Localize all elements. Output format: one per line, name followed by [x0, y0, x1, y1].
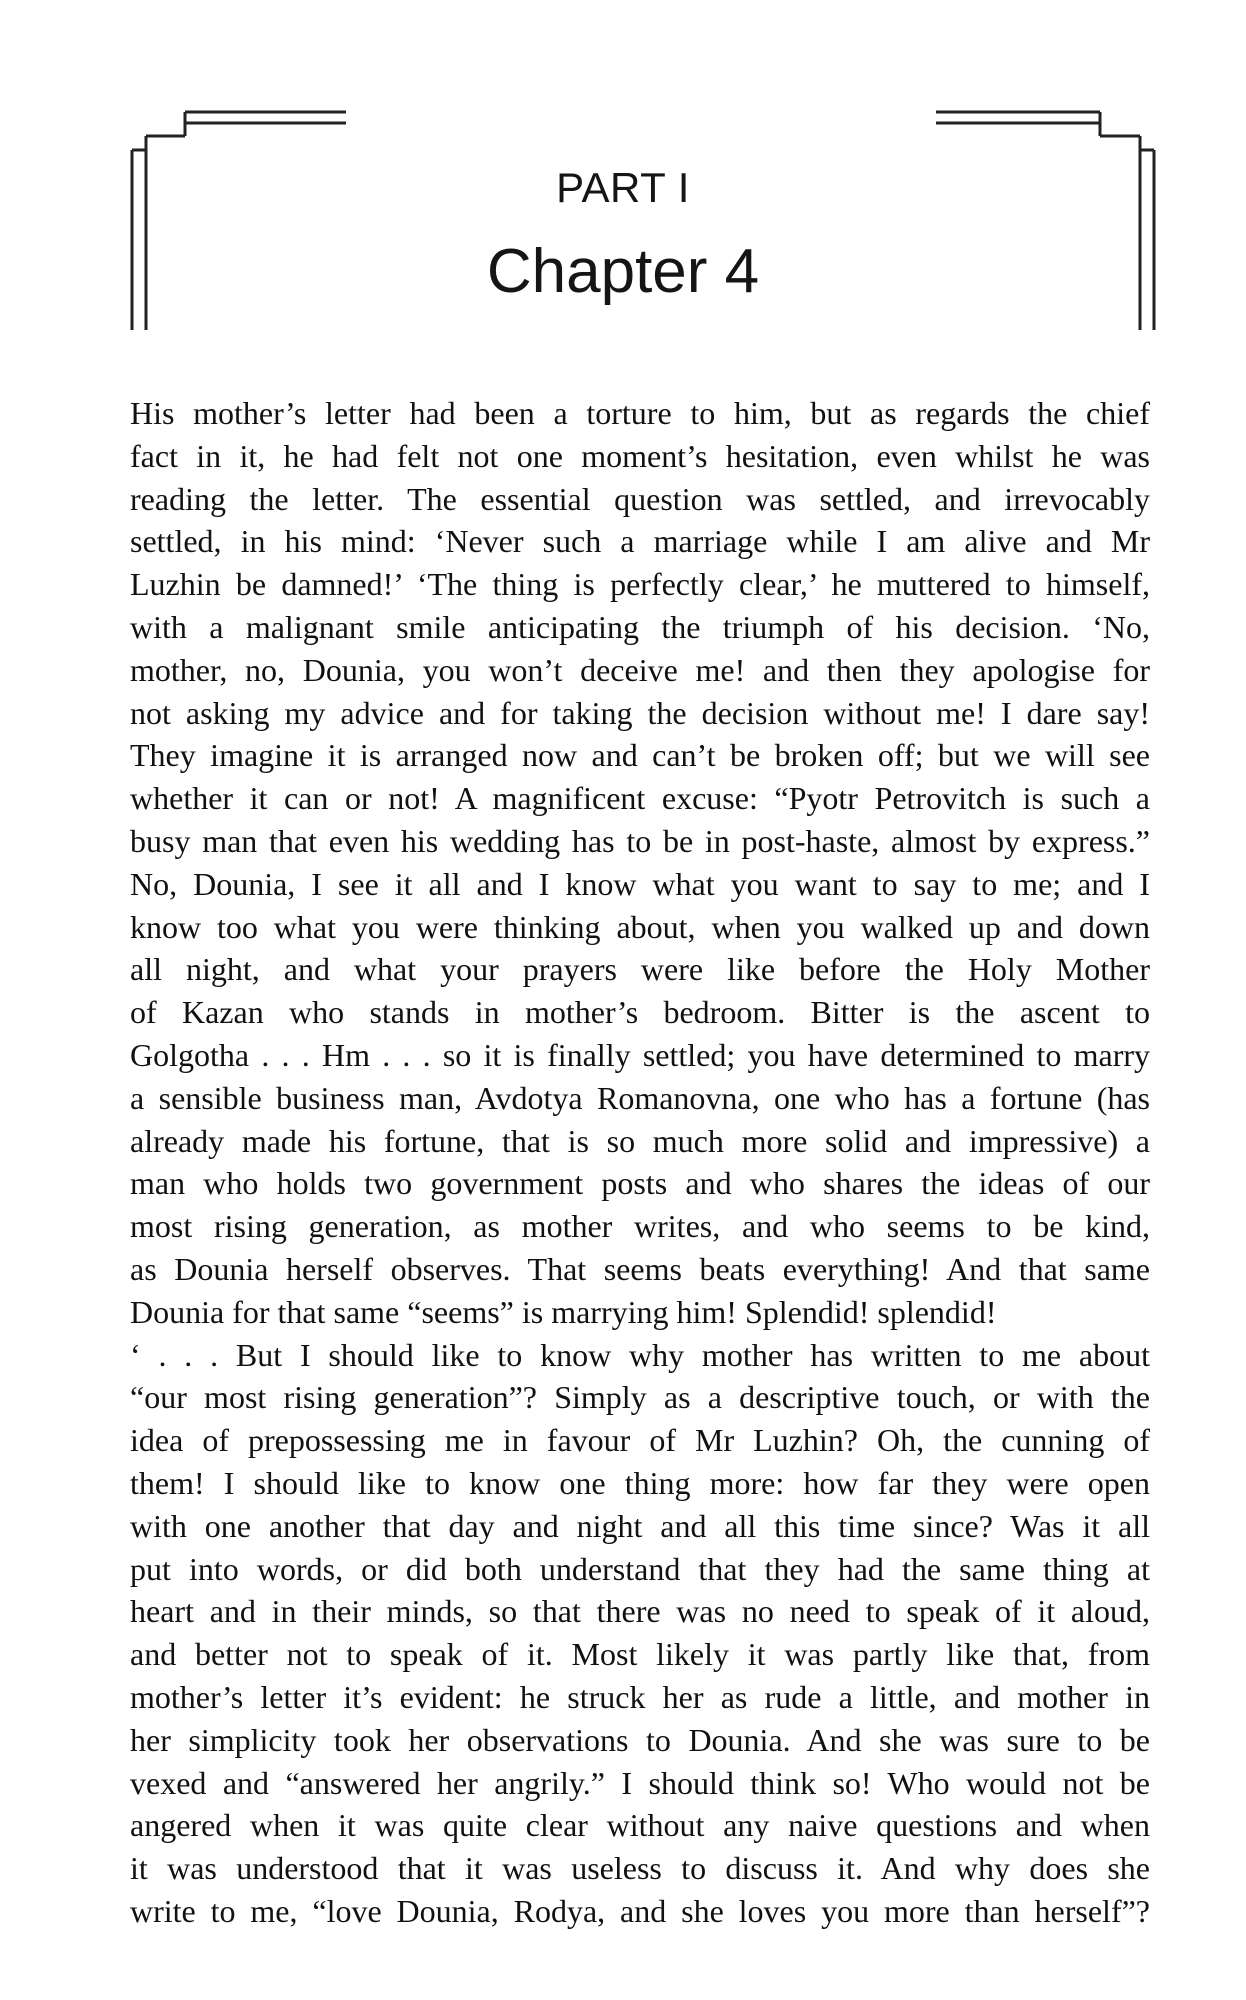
text-line: a sensible business man, Avdotya Romanovna, one who has a fortune (has — [130, 1079, 1150, 1116]
text-line: not asking my advice and for taking the decision without me! I dare say! — [130, 694, 1150, 731]
text-line: put into words, or did both understand that they had the same thing at — [130, 1550, 1150, 1587]
text-line: already made his fortune, that is so much more solid and impressive) a — [130, 1122, 1150, 1159]
part-label: PART I — [556, 164, 690, 211]
text-line: as Dounia herself observes. That seems beats everything! And that same — [130, 1250, 1150, 1287]
text-line: They imagine it is arranged now and can’t be broken off; but we will see — [130, 737, 1150, 774]
text-line: all night, and what your prayers were like before the Holy Mother — [130, 951, 1150, 988]
text-line: settled, in his mind: ‘Never such a marriage while I am alive and Mr — [130, 523, 1150, 560]
text-line: them! I should like to know one thing more: how far they were open — [130, 1464, 1150, 1501]
text-line: His mother’s letter had been a torture to him, but as regards the chief — [130, 395, 1150, 431]
text-line: with one another that day and night and all this time since? Was it all — [130, 1507, 1150, 1544]
text-line: mother, no, Dounia, you won’t deceive me! and then they apologise for — [130, 651, 1150, 688]
text-line: of Kazan who stands in mother’s bedroom. Bitter is the ascent to — [130, 994, 1150, 1031]
text-line: Golgotha . . . Hm . . . so it is finally settled; you have determined to marry — [130, 1036, 1150, 1073]
text-line: reading the letter. The essential question was settled, and irrevocably — [130, 480, 1150, 517]
text-line: “our most rising generation”? Simply as a descriptive touch, or with the — [130, 1379, 1150, 1416]
text-line: idea of prepossessing me in favour of Mr Luzhin? Oh, the cunning of — [130, 1422, 1150, 1459]
text-line: No, Dounia, I see it all and I know what you want to say to me; and I — [130, 865, 1150, 902]
text-line: angered when it was quite clear without any naive questions and when — [130, 1807, 1150, 1844]
text-line: it was understood that it was useless to discuss it. And why does she — [130, 1850, 1150, 1887]
text-line: man who holds two government posts and who shares the ideas of our — [130, 1165, 1150, 1202]
text-line: ‘ . . . But I should like to know why mother has written to me about — [130, 1336, 1150, 1373]
text-line: heart and in their minds, so that there was no need to speak of it aloud, — [130, 1593, 1150, 1630]
chapter-body-text — [130, 392, 1150, 1933]
text-line: know too what you were thinking about, when you walked up and down — [130, 908, 1150, 945]
text-line: busy man that even his wedding has to be in post-haste, almost by express.” — [130, 822, 1150, 859]
text-line: whether it can or not! A magnificent excuse: “Pyotr Petrovitch is such a — [130, 780, 1150, 817]
text-line: her simplicity took her observations to Dounia. And she was sure to be — [130, 1721, 1150, 1758]
text-line: fact in it, he had felt not one moment’s hesitation, even whilst he was — [130, 437, 1150, 474]
chapter-title: Chapter 4 — [486, 237, 760, 306]
text-line: vexed and “answered her angrily.” I should think so! Who would not be — [130, 1764, 1150, 1801]
text-line: Luzhin be damned!’ ‘The thing is perfectly clear,’ he muttered to himself, — [130, 566, 1150, 603]
text-line: mother’s letter it’s evident: he struck her as rude a little, and mother in — [130, 1678, 1150, 1715]
text-line: write to me, “love Dounia, Rodya, and she loves you more than herself”? — [130, 1892, 1150, 1929]
text-line: and better not to speak of it. Most likely it was partly like that, from — [130, 1636, 1150, 1673]
text-line: with a malignant smile anticipating the triumph of his decision. ‘No, — [130, 608, 1150, 645]
text-line: most rising generation, as mother writes, and who seems to be kind, — [130, 1208, 1150, 1245]
text-line: Dounia for that same “seems” is marrying him! Splendid! splendid! — [130, 1293, 997, 1330]
